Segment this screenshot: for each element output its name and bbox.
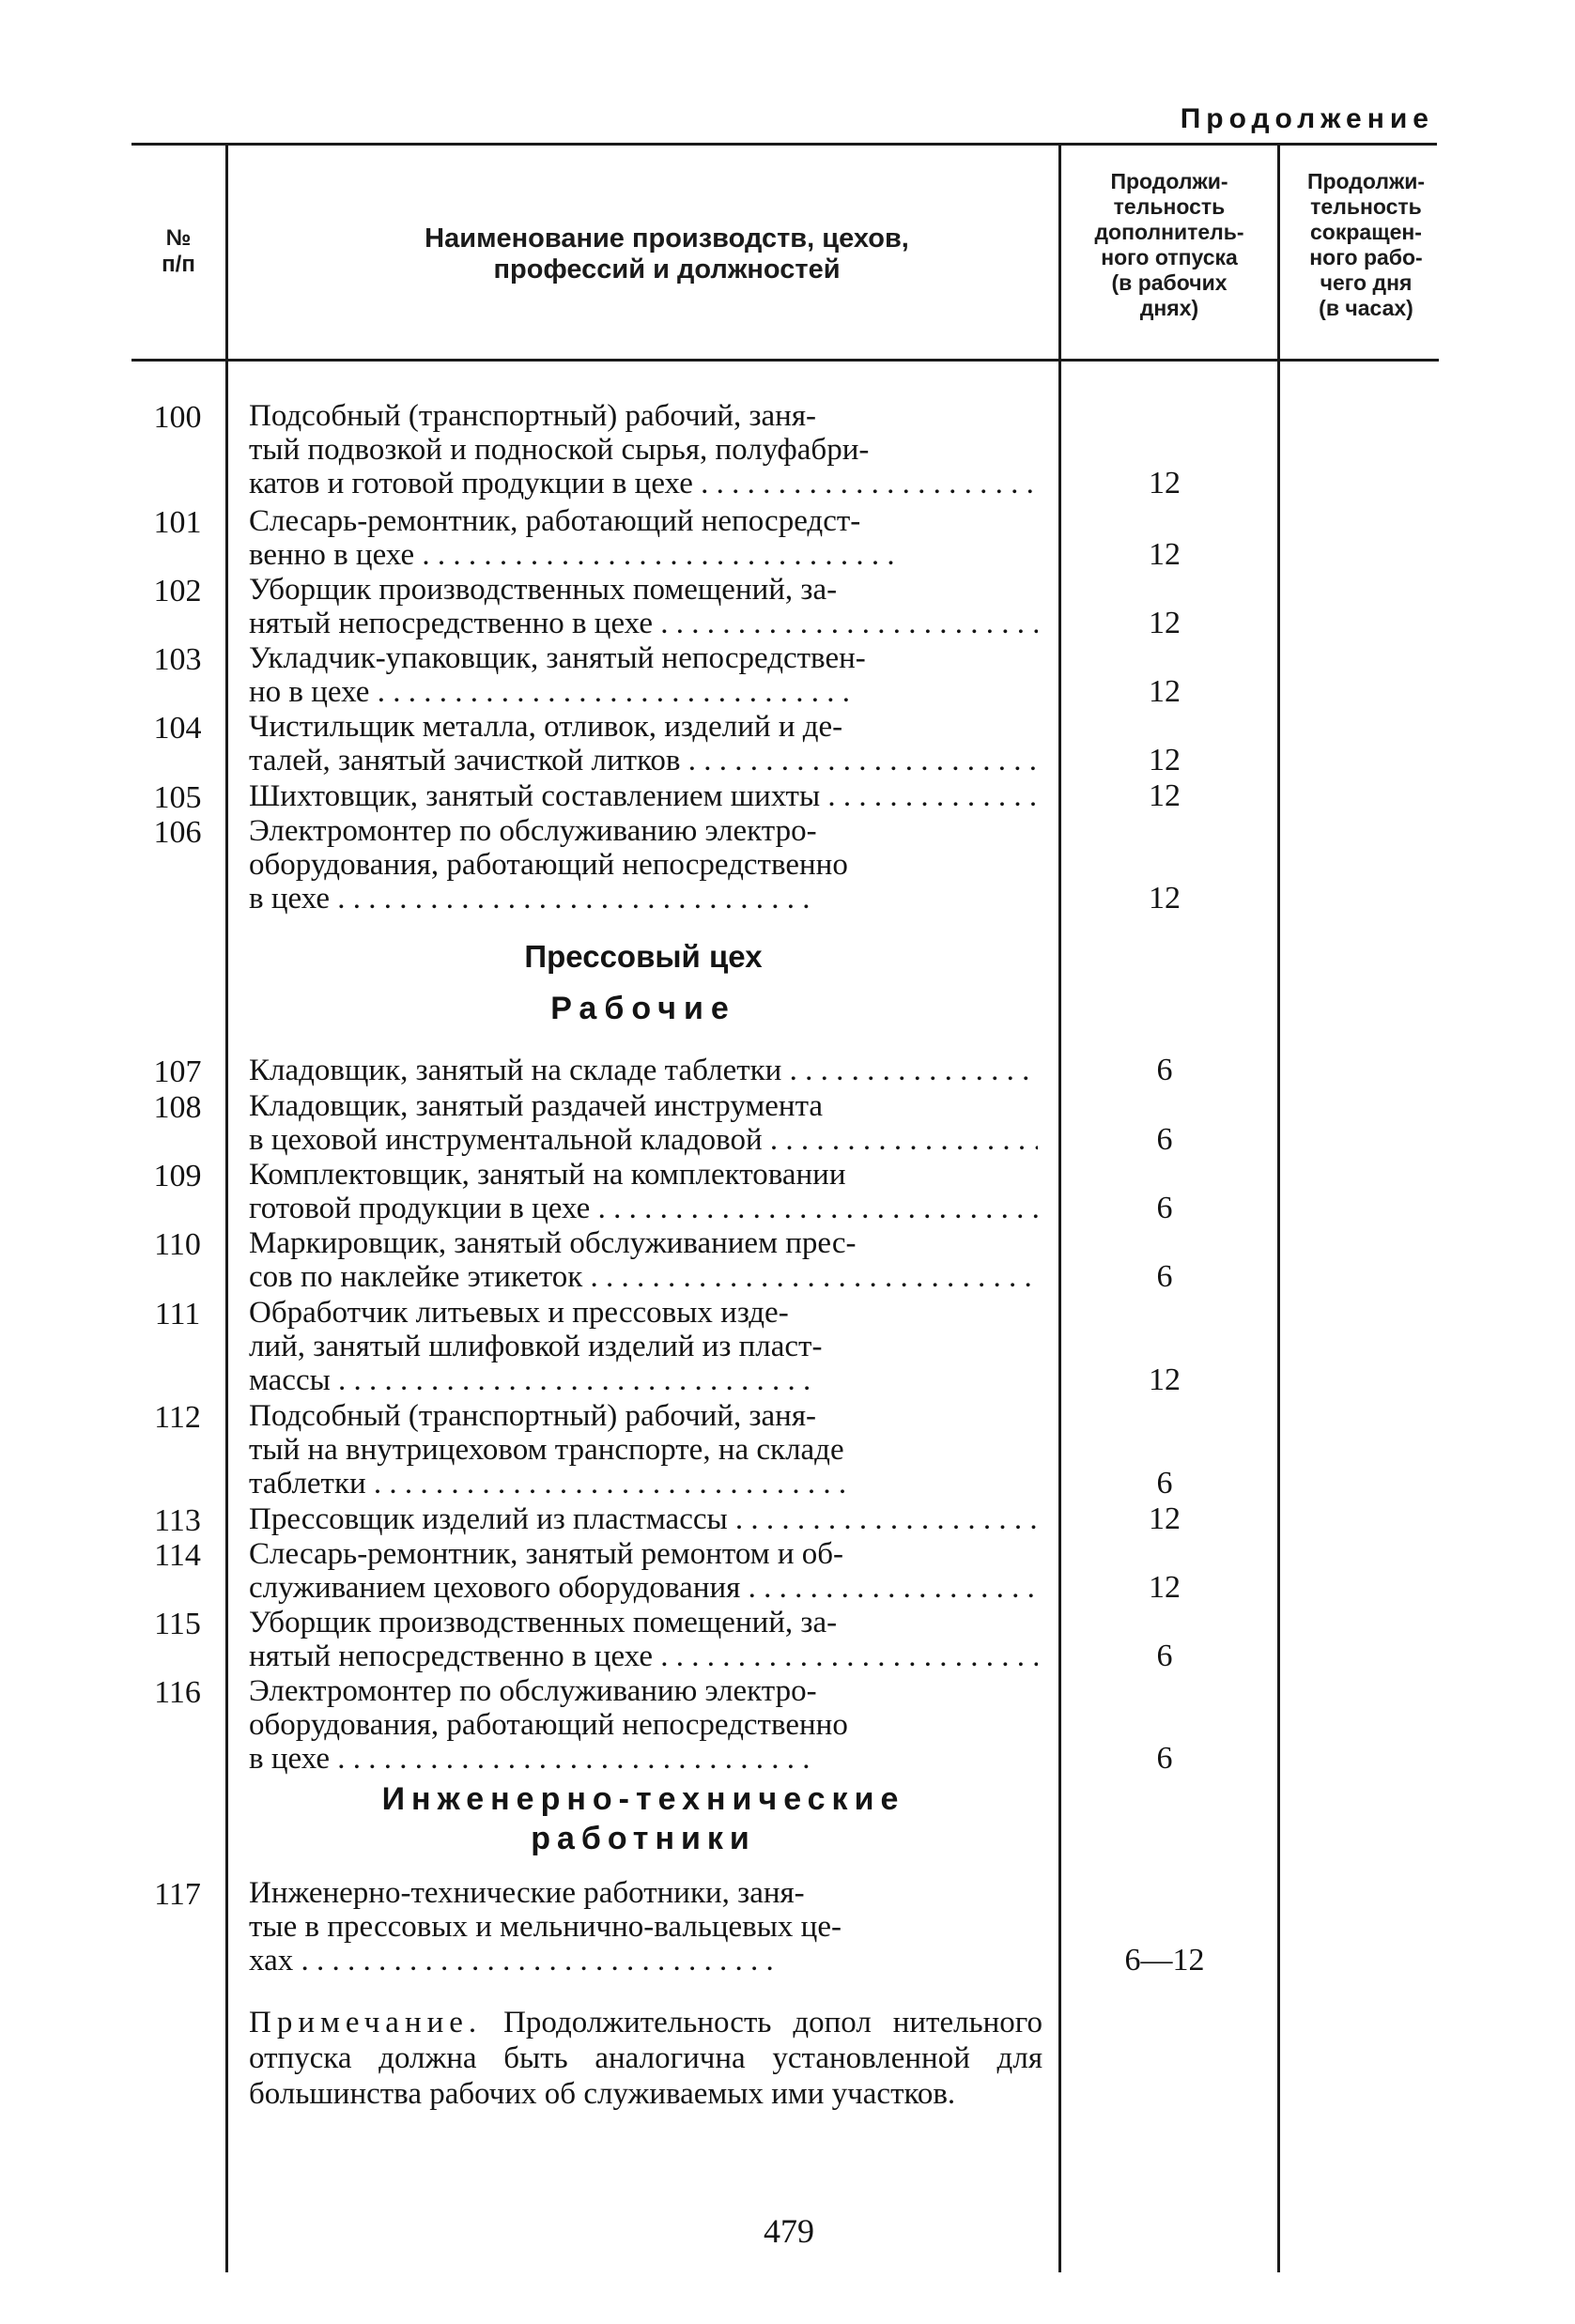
description-line: Кладовщик, занятый на складе таблетки . . . bbox=[249, 1054, 1038, 1087]
description-line: в цехе . . . bbox=[249, 1742, 1038, 1776]
description-line: Уборщик производственных помещений, за- bbox=[249, 573, 838, 607]
row-description bbox=[249, 1537, 1038, 1605]
description-line: Электромонтер по обслуживанию электро- bbox=[249, 814, 817, 848]
row-number: 101 bbox=[153, 505, 202, 540]
header-extra-leave: Продолжи- тельность дополнитель- ного отпуска (в рабочих днях) bbox=[1094, 169, 1244, 320]
header-number: № п/п bbox=[162, 225, 195, 277]
row-extra-leave-days: 12 bbox=[1149, 537, 1181, 572]
row-description bbox=[249, 1158, 1038, 1225]
description-line: Подсобный (транспортный) рабочий, заня- bbox=[249, 399, 817, 433]
description-line: нятый непосредственно в цехе . . . bbox=[249, 607, 1038, 640]
description-line: хах . . . bbox=[249, 1944, 1038, 1978]
row-description bbox=[249, 504, 1038, 572]
section-engineering: Инженерно-технические работники bbox=[381, 1781, 905, 1856]
row-extra-leave-days: 6 bbox=[1156, 1639, 1173, 1673]
row-description bbox=[249, 779, 1038, 813]
description-line: тый на внутрицеховом транспорте, на складе bbox=[249, 1433, 844, 1467]
description-line: Кладовщик, занятый раздачей инструмента bbox=[249, 1089, 824, 1123]
row-extra-leave-days: 12 bbox=[1149, 1362, 1181, 1397]
row-description bbox=[249, 1606, 1038, 1673]
description-line: но в цехе . . . bbox=[249, 675, 1038, 709]
row-extra-leave-days: 12 bbox=[1149, 1501, 1181, 1536]
description-line: таблетки . . . bbox=[249, 1467, 1038, 1501]
row-number: 108 bbox=[153, 1090, 202, 1125]
continued-label: Продолжение bbox=[1180, 103, 1434, 134]
description-line: оборудования, работающий непосредственно bbox=[249, 1708, 848, 1742]
section-press-shop: Прессовый цех bbox=[524, 939, 763, 974]
description-line: тый подвозкой и подноской сырья, полуфабри- bbox=[249, 433, 870, 467]
description-line: готовой продукции в цехе . . . bbox=[249, 1192, 1038, 1225]
row-number: 112 bbox=[154, 1400, 201, 1435]
row-number: 102 bbox=[153, 574, 202, 608]
row-description bbox=[249, 1674, 1038, 1776]
description-line: Чистильщик металла, отливок, изделий и де- bbox=[249, 710, 843, 744]
row-extra-leave-days: 6 bbox=[1156, 1122, 1173, 1157]
description-line: служиванием цехового оборудования . . . bbox=[249, 1571, 1038, 1605]
note-label: Примечание. bbox=[249, 2006, 483, 2039]
row-description bbox=[249, 710, 1038, 777]
description-line: тые в прессовых и мельнично-вальцевых це- bbox=[249, 1910, 842, 1944]
description-line: Слесарь-ремонтник, работающий непосредст- bbox=[249, 504, 861, 538]
row-description bbox=[249, 1296, 1038, 1397]
row-number: 107 bbox=[153, 1054, 202, 1089]
row-number: 110 bbox=[154, 1227, 201, 1262]
row-description bbox=[249, 814, 1038, 916]
description-line: катов и готовой продукции в цехе . . . bbox=[249, 467, 1038, 500]
description-line: Электромонтер по обслуживанию электро- bbox=[249, 1674, 817, 1708]
row-number: 113 bbox=[154, 1503, 201, 1538]
description-line: талей, занятый зачисткой литков . . . bbox=[249, 744, 1038, 777]
row-description bbox=[249, 399, 1038, 500]
row-number: 111 bbox=[154, 1297, 201, 1331]
row-extra-leave-days: 6 bbox=[1156, 1741, 1173, 1776]
header-name: Наименование производств, цехов, профессий и должностей bbox=[425, 223, 909, 285]
description-line: сов по наклейке этикеток . . . bbox=[249, 1260, 1038, 1294]
row-description bbox=[249, 1876, 1038, 1978]
row-description bbox=[249, 1399, 1038, 1501]
row-extra-leave-days: 12 bbox=[1149, 881, 1181, 916]
row-number: 117 bbox=[154, 1877, 201, 1912]
row-description bbox=[249, 1089, 1038, 1157]
description-line: нятый непосредственно в цехе . . . bbox=[249, 1639, 1038, 1673]
row-extra-leave-days: 6 bbox=[1156, 1053, 1173, 1087]
row-description bbox=[249, 1226, 1038, 1294]
row-number: 115 bbox=[154, 1607, 201, 1641]
row-description bbox=[249, 573, 1038, 640]
description-line: Подсобный (транспортный) рабочий, заня- bbox=[249, 1399, 817, 1433]
description-line: лий, занятый шлифовкой изделий из пласт- bbox=[249, 1330, 823, 1363]
row-description bbox=[249, 1054, 1038, 1087]
description-line: Обработчик литьевых и прессовых изде- bbox=[249, 1296, 789, 1330]
row-description bbox=[249, 641, 1038, 709]
row-extra-leave-days: 6—12 bbox=[1124, 1943, 1205, 1978]
row-extra-leave-days: 12 bbox=[1149, 674, 1181, 709]
description-line: Слесарь-ремонтник, занятый ремонтом и об- bbox=[249, 1537, 844, 1571]
description-line: Шихтовщик, занятый составлением шихты . . . bbox=[249, 779, 1038, 813]
row-number: 104 bbox=[153, 711, 202, 746]
row-extra-leave-days: 12 bbox=[1149, 466, 1181, 500]
description-line: оборудования, работающий непосредственно bbox=[249, 848, 848, 882]
description-line: Уборщик производственных помещений, за- bbox=[249, 1606, 838, 1639]
row-number: 116 bbox=[154, 1675, 201, 1710]
note-text: Продолжительность допол нительного отпуска должна быть аналогична установленной для большинства рабочих об служиваемых ими участков. bbox=[249, 2006, 1042, 2111]
row-extra-leave-days: 12 bbox=[1149, 778, 1181, 813]
row-extra-leave-days: 6 bbox=[1156, 1191, 1173, 1225]
row-number: 103 bbox=[153, 642, 202, 677]
row-extra-leave-days: 12 bbox=[1149, 606, 1181, 640]
row-description bbox=[249, 1502, 1038, 1536]
row-number: 114 bbox=[154, 1538, 201, 1573]
description-line: Инженерно-технические работники, заня- bbox=[249, 1876, 805, 1910]
row-number: 109 bbox=[153, 1159, 202, 1193]
row-number: 106 bbox=[153, 815, 202, 850]
description-line: массы . . . bbox=[249, 1363, 1038, 1397]
description-line: в цехе . . . bbox=[249, 882, 1038, 916]
row-extra-leave-days: 12 bbox=[1149, 743, 1181, 777]
row-number: 105 bbox=[153, 780, 202, 815]
row-extra-leave-days: 12 bbox=[1149, 1570, 1181, 1605]
description-line: Маркировщик, занятый обслуживанием прес- bbox=[249, 1226, 857, 1260]
description-line: Комплектовщик, занятый на комплектовании bbox=[249, 1158, 846, 1192]
section-workers: Рабочие bbox=[550, 991, 736, 1026]
row-number: 100 bbox=[153, 400, 202, 435]
description-line: венно в цехе . . . bbox=[249, 538, 1038, 572]
description-line: Прессовщик изделий из пластмассы . . . bbox=[249, 1502, 1038, 1536]
page-number: 479 bbox=[764, 2212, 814, 2250]
description-line: Укладчик-упаковщик, занятый непосредствен- bbox=[249, 641, 866, 675]
row-extra-leave-days: 6 bbox=[1156, 1466, 1173, 1501]
description-line: в цеховой инструментальной кладовой . . . bbox=[249, 1123, 1038, 1157]
header-shortened-day: Продолжи- тельность сокращен- ного рабо- чего дня (в часах) bbox=[1306, 169, 1426, 320]
row-extra-leave-days: 6 bbox=[1156, 1259, 1173, 1294]
table-note bbox=[249, 2005, 1042, 2112]
